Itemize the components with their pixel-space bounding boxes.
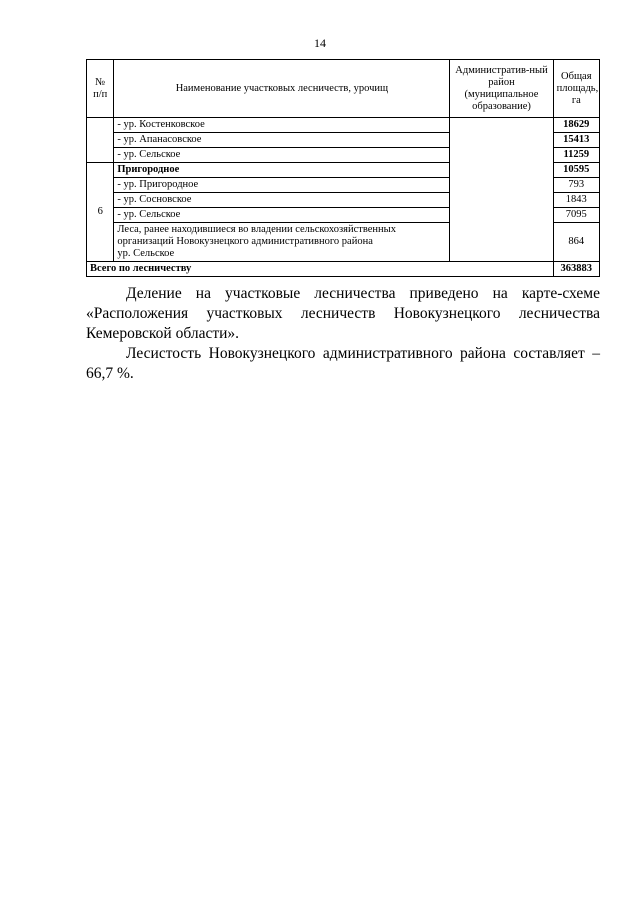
tract-name: - ур. Пригородное	[114, 178, 450, 193]
tract-name: - ур. Сосновское	[114, 193, 450, 208]
other-forests-line: Леса, ранее находившиеся во владении сельскохозяйственных	[117, 224, 396, 235]
forestry-name: Пригородное	[114, 163, 450, 178]
other-forests-name	[114, 223, 450, 262]
header-district: Административ-ный район (муниципальное образование)	[450, 60, 553, 118]
total-row	[87, 262, 600, 277]
total-value: 363883	[553, 262, 599, 277]
district-cell	[450, 118, 553, 262]
forestry-area: 10595	[553, 163, 599, 178]
tract-area: 18629	[553, 118, 599, 133]
tract-name: - ур. Костенковское	[114, 118, 450, 133]
page-number: 14	[314, 36, 326, 50]
tract-name: - ур. Апанасовское	[114, 133, 450, 148]
tract-area: 11259	[553, 148, 599, 163]
tract-name: - ур. Сельское	[114, 208, 450, 223]
forestry-table	[86, 59, 600, 277]
other-forests-line: ур. Сельское	[117, 248, 175, 259]
other-forests-area: 864	[553, 223, 599, 262]
header-name: Наименование участковых лесничеств, урочищ	[114, 60, 450, 118]
tract-area: 15413	[553, 133, 599, 148]
table-header-row	[87, 60, 600, 118]
row-number-empty	[87, 118, 114, 163]
other-forests-line: организаций Новокузнецкого административного района	[117, 236, 373, 247]
header-area: Общая площадь, га	[553, 60, 599, 118]
tract-name: - ур. Сельское	[114, 148, 450, 163]
total-label: Всего по лесничеству	[87, 262, 554, 277]
paragraph-forest-cover: Лесистость Новокузнецкого административного района составляет – 66,7 %.	[86, 345, 600, 382]
table-row	[87, 118, 600, 133]
header-number: № п/п	[87, 60, 114, 118]
paragraph-division: Деление на участковые лесничества приведено на карте-схеме «Расположения участковых лесничеств Новокузнецкого лесничества Кемеровской области».	[86, 285, 600, 342]
tract-area: 7095	[553, 208, 599, 223]
tract-area: 1843	[553, 193, 599, 208]
row-number: 6	[87, 163, 114, 262]
tract-area: 793	[553, 178, 599, 193]
